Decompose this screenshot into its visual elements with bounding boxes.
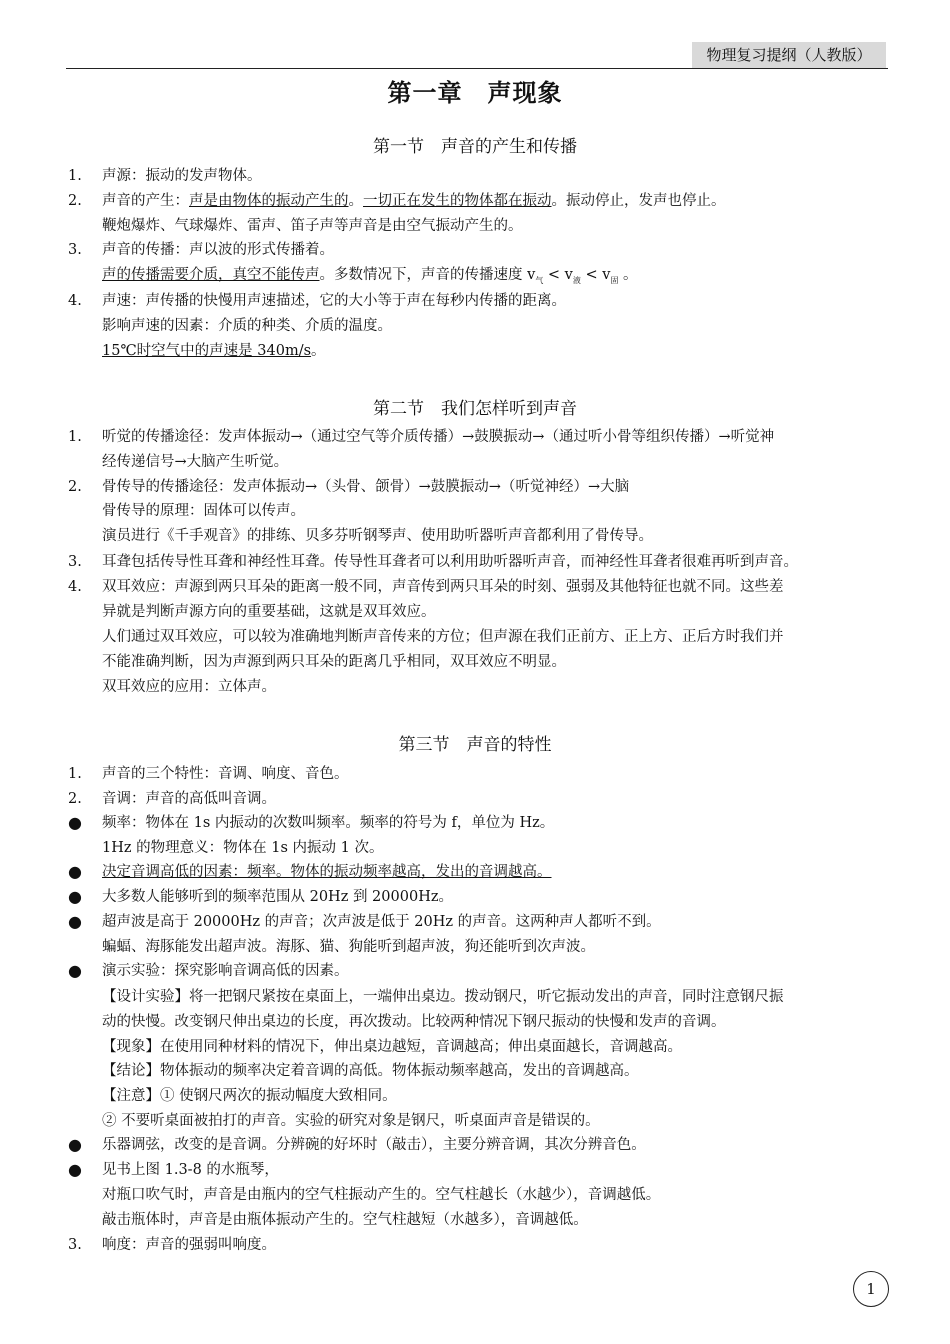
bullet-icon: ● [68,813,82,832]
bullet-icon: ● [68,1160,82,1179]
chapter-title: 第一章 声现象 [387,78,563,107]
header-rule [66,68,888,69]
bullet-icon: ● [68,887,82,906]
section-title-1: 第一节 声音的产生和传播 [373,137,577,157]
bullet-icon: ● [68,862,82,881]
section-title-2: 第二节 我们怎样听到声音 [373,399,577,419]
header-label: 物理复习提纲（人教版） [692,42,886,68]
bullet-icon: ● [68,912,82,931]
page-number: 1 [853,1271,889,1307]
section-title-3: 第三节 声音的特性 [398,735,552,755]
bullet-icon: ● [68,1135,82,1154]
bullet-icon: ● [68,961,82,980]
